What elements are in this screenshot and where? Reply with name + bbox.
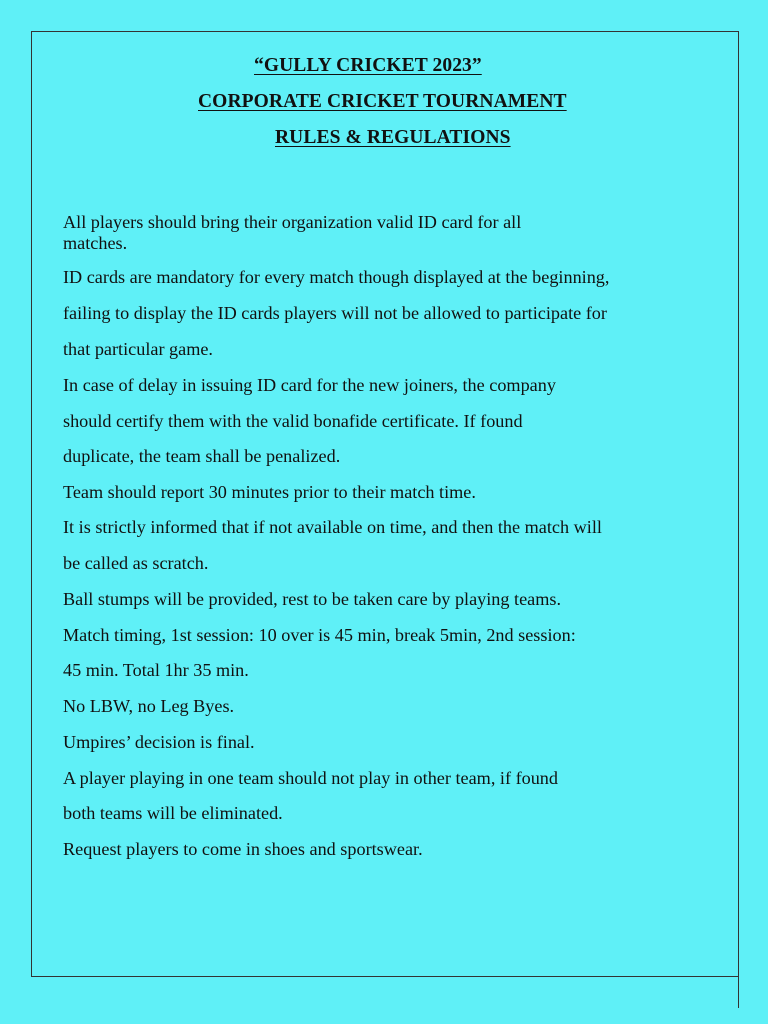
page-border bbox=[31, 31, 739, 977]
rules-heading: RULES & REGULATIONS bbox=[275, 127, 511, 148]
rule-line: that particular game. bbox=[63, 339, 213, 359]
tournament-type: CORPORATE CRICKET TOURNAMENT bbox=[198, 91, 567, 112]
rule-line: Request players to come in shoes and sportswear. bbox=[63, 839, 423, 859]
rule-line: No LBW, no Leg Byes. bbox=[63, 696, 235, 716]
rule-line: be called as scratch. bbox=[63, 553, 209, 573]
tournament-name: “GULLY CRICKET 2023” bbox=[254, 55, 482, 76]
rule-line: 45 min. Total 1hr 35 min. bbox=[63, 660, 249, 680]
rule-line: should certify them with the valid bonafide certificate. If found bbox=[63, 411, 523, 431]
rule-line: Team should report 30 minutes prior to their match time. bbox=[63, 482, 476, 502]
page-border-tail bbox=[738, 976, 739, 1008]
rule-line: In case of delay in issuing ID card for the new joiners, the company bbox=[63, 375, 556, 395]
rule-line: Umpires’ decision is final. bbox=[63, 732, 255, 752]
rule-line: failing to display the ID cards players will not be allowed to participate for bbox=[63, 303, 607, 323]
rule-line: Match timing, 1st session: 10 over is 45 min, break 5min, 2nd session: bbox=[63, 625, 576, 645]
rule-line: ID cards are mandatory for every match though displayed at the beginning, bbox=[63, 267, 610, 287]
rule-line: matches. bbox=[63, 233, 128, 253]
rule-line: duplicate, the team shall be penalized. bbox=[63, 446, 341, 466]
rule-line: Ball stumps will be provided, rest to be taken care by playing teams. bbox=[63, 589, 562, 609]
rule-line: It is strictly informed that if not available on time, and then the match will bbox=[63, 517, 602, 537]
rule-line: A player playing in one team should not play in other team, if found bbox=[63, 768, 558, 788]
rule-line: All players should bring their organization valid ID card for all bbox=[63, 212, 522, 232]
rule-line: both teams will be eliminated. bbox=[63, 803, 283, 823]
